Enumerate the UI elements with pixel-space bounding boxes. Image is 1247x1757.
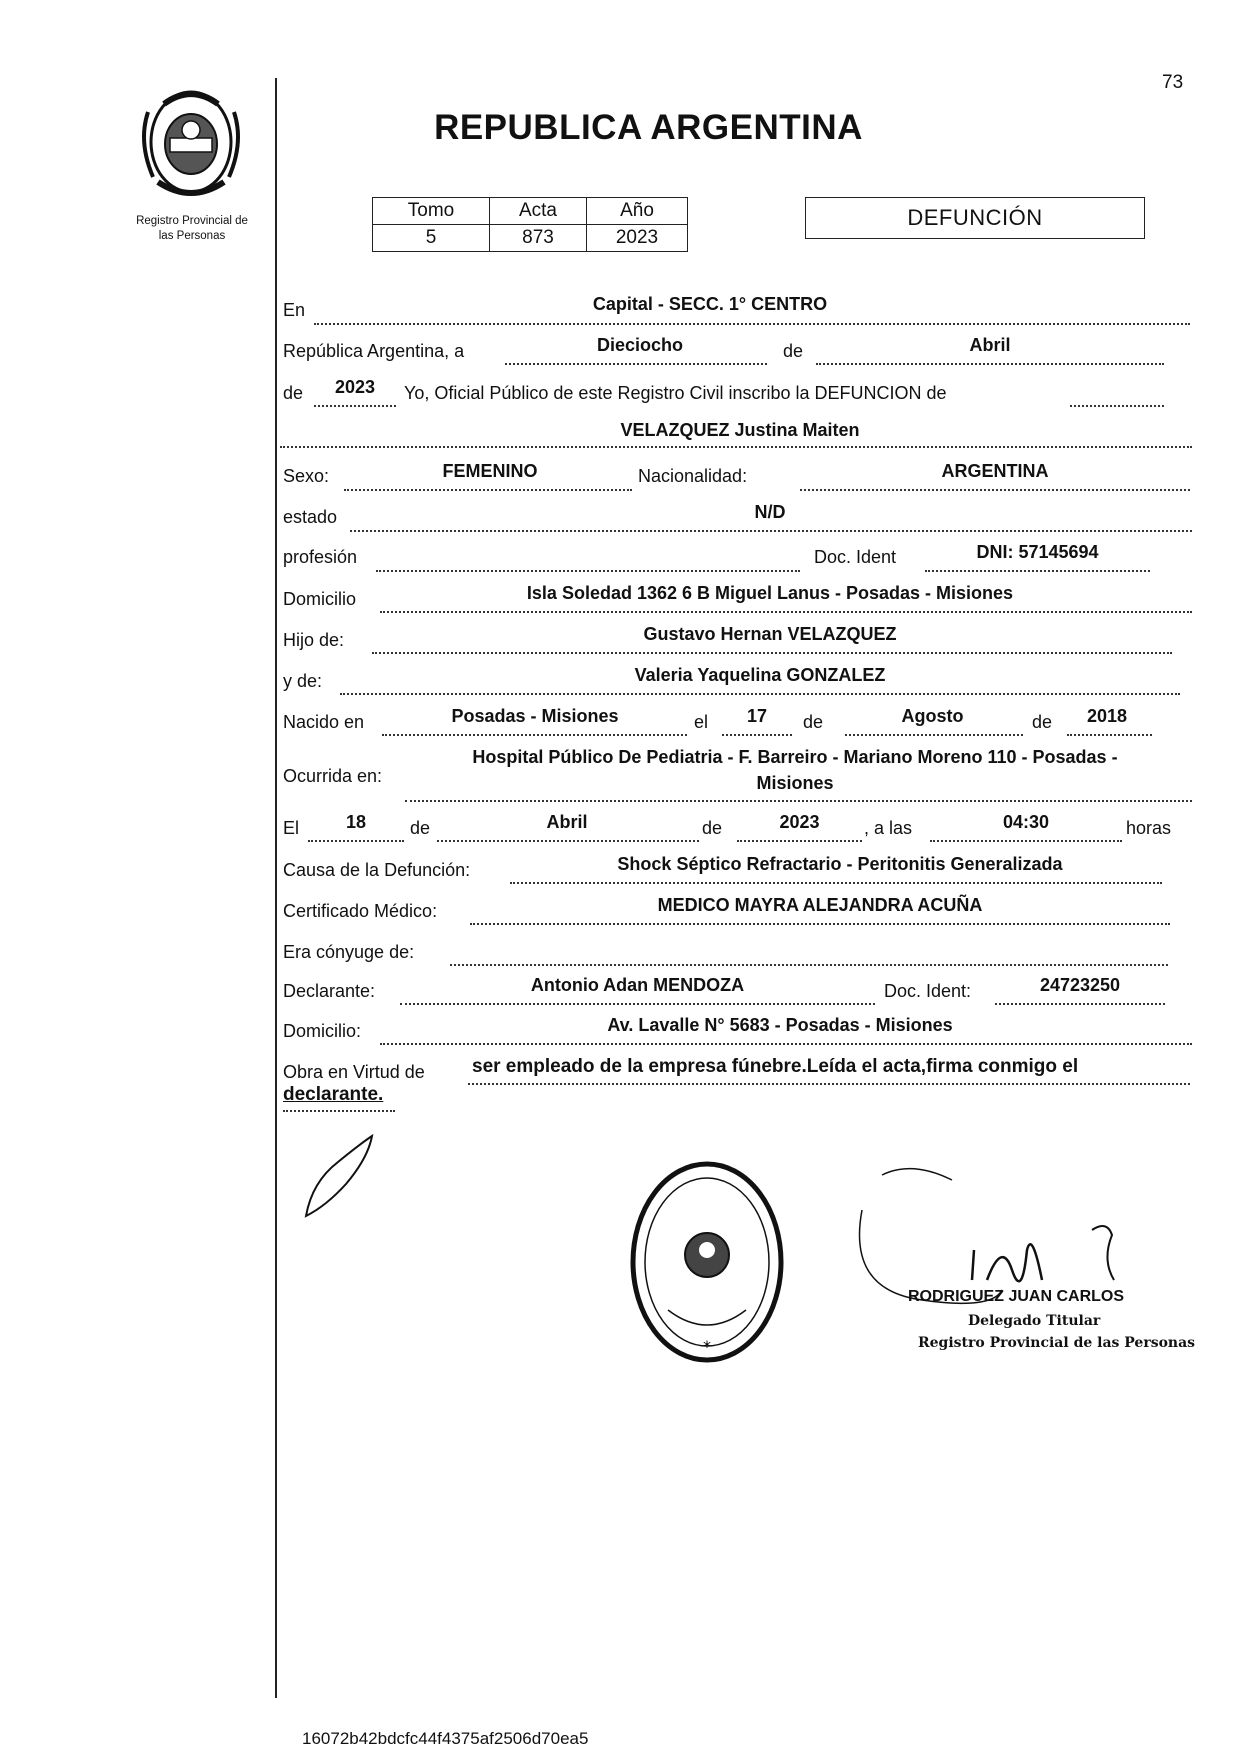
line-fallec-dia [308,840,404,842]
value-fallec-dia: 18 [345,812,367,832]
label-en: En [283,300,306,320]
official-registry-stamp [628,1160,786,1364]
acta-table [372,197,688,252]
value-ocurrida-line1: Hospital Público De Pediatria - F. Barreiro - Mariano Moreno 110 - Posadas - [472,747,1118,767]
line-domicilio [380,611,1192,613]
acta-header-acta: Acta [490,198,587,225]
line-obra-2 [283,1110,395,1112]
label-estado: estado [283,507,338,527]
line-fallec-anio [737,840,862,842]
line-causa [510,882,1162,884]
line-nacido-mes [845,734,1023,736]
line-nacido-lugar [382,734,687,736]
official-role: Delegado Titular [968,1313,1101,1329]
label-de: de [783,341,804,361]
value-ocurrida-line2: Misiones [756,773,834,793]
label-fallec-de2: de [702,818,723,838]
label-inscribo: Yo, Oficial Público de este Registro Civil inscribo la DEFUNCION de [404,383,947,403]
value-certificado: MEDICO MAYRA ALEJANDRA ACUÑA [657,895,983,915]
line-obra-1 [468,1083,1190,1085]
line-lugar [314,323,1190,325]
value-nacido-anio: 2018 [1086,706,1128,726]
label-el-fallec: El [283,818,300,838]
line-nacionalidad [800,489,1190,491]
label-declarante: Declarante: [283,981,376,1001]
value-nacido-lugar: Posadas - Misiones [451,706,619,726]
value-mes: Abril [969,335,1011,355]
line-padre [372,652,1172,654]
value-fallec-anio: 2023 [779,812,820,832]
registry-line-1: Registro Provincial de [136,215,248,227]
line-certificado [470,923,1170,925]
label-conyuge: Era cónyuge de: [283,942,415,962]
line-mes [816,363,1164,365]
line-fallec-mes [437,840,699,842]
line-dia-letras [505,363,767,365]
registry-line-2: las Personas [158,230,226,242]
value-declarante-domicilio: Av. Lavalle N° 5683 - Posadas - Misiones [607,1015,953,1035]
label-domicilio: Domicilio [283,589,357,609]
line-madre [340,693,1180,695]
label-sexo: Sexo: [283,466,330,486]
value-obra-line1: ser empleado de la empresa fúnebre.Leída el acta,firma conmigo el [472,1056,1079,1077]
value-lugar: Capital - SECC. 1° CENTRO [592,294,828,314]
value-anio: 2023 [334,377,376,397]
value-nacionalidad: ARGENTINA [941,461,1049,481]
document-title: REPUBLICA ARGENTINA [434,108,863,147]
acta-value-anio: 2023 [587,225,688,252]
declarant-signature-mark [298,1132,378,1222]
line-profesion [376,570,800,572]
label-profesion: profesión [283,547,358,567]
value-nombre: VELAZQUEZ Justina Maiten [620,420,860,440]
acta-value-tomo: 5 [373,225,490,252]
left-margin-line [275,78,277,1698]
line-declarante [400,1003,875,1005]
label-domicilio-declarante: Domicilio: [283,1021,362,1041]
line-inscribo-end [1070,405,1164,407]
label-republica: República Argentina, a [283,341,465,361]
value-estado: N/D [754,502,786,522]
line-nombre [280,446,1192,448]
registry-name [104,214,280,244]
value-fallec-mes: Abril [546,812,588,832]
value-obra-line2: declarante. [283,1084,384,1105]
svg-text:*: * [703,1337,711,1356]
value-sexo: FEMENINO [442,461,538,481]
line-conyuge [450,964,1168,966]
value-nacido-mes: Agosto [901,706,964,726]
value-fallec-hora: 04:30 [1002,812,1050,832]
official-name: RODRIGUEZ JUAN CARLOS [908,1288,1125,1305]
label-nacido-de1: de [803,712,824,732]
document-type-box: DEFUNCIÓN [805,197,1145,239]
value-causa: Shock Séptico Refractario - Peritonitis Generalizada [617,854,1063,874]
label-nacionalidad: Nacionalidad: [638,466,748,486]
line-dni [925,570,1150,572]
line-ocurrida [405,800,1192,802]
value-domicilio: Isla Soledad 1362 6 B Miguel Lanus - Posadas - Misiones [526,583,1014,603]
label-fallec-de1: de [410,818,431,838]
label-causa: Causa de la Defunción: [283,860,471,880]
line-nacido-dia [722,734,792,736]
line-declarante-domicilio [380,1043,1192,1045]
line-anio [314,405,396,407]
page-number: 73 [1162,72,1184,93]
acta-header-anio: Año [587,198,688,225]
line-sexo [344,489,632,491]
label-doc-ident-declarante: Doc. Ident: [884,981,972,1001]
value-madre: Valeria Yaquelina GONZALEZ [634,665,886,685]
label-obra: Obra en Virtud de [283,1062,425,1082]
label-de-year: de [283,383,304,403]
label-doc-ident: Doc. Ident [814,547,897,567]
acta-value-acta: 873 [490,225,587,252]
label-a-las: , a las [864,818,913,838]
value-dia-letras: Dieciocho [596,335,684,355]
value-declarante: Antonio Adan MENDOZA [530,975,745,995]
value-padre: Gustavo Hernan VELAZQUEZ [643,624,897,644]
line-estado [350,530,1192,532]
label-el: el [694,712,709,732]
acta-header-tomo: Tomo [373,198,490,225]
value-declarante-doc: 24723250 [1039,975,1121,995]
official-organization: Registro Provincial de las Personas [918,1335,1196,1351]
label-ocurrida: Ocurrida en: [283,766,383,786]
label-nacido-en: Nacido en [283,712,365,732]
label-nacido-de2: de [1032,712,1053,732]
label-hijo-de: Hijo de: [283,630,345,650]
label-horas: horas [1126,818,1172,838]
label-y-de: y de: [283,671,323,691]
line-nacido-anio [1067,734,1152,736]
label-certificado: Certificado Médico: [283,901,438,921]
value-nacido-dia: 17 [746,706,768,726]
document-hash: 16072b42bdcfc44f4375af2506d70ea5 [302,1729,589,1748]
line-fallec-hora [930,840,1122,842]
value-dni: DNI: 57145694 [976,542,1099,562]
line-declarante-doc [995,1003,1165,1005]
